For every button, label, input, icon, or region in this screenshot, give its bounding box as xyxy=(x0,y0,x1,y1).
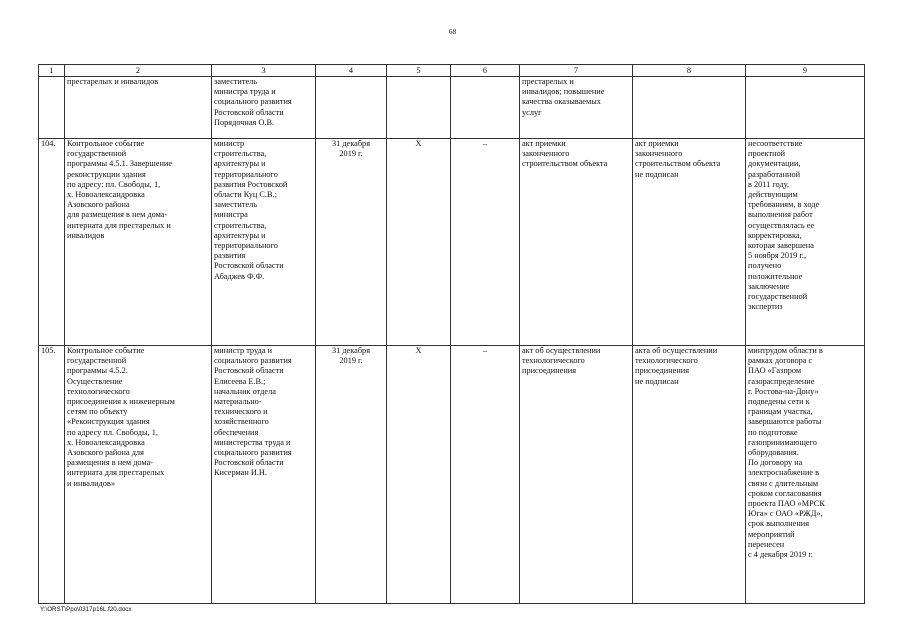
event-cell: престарелых и инвалидов xyxy=(65,77,212,139)
responsible-cell: заместитель министра труда и социального развития Ростовской области Порядочная О.В. xyxy=(212,77,316,139)
responsible-cell: министр строительства, архитектуры и территориального развития Ростовской области Куц С.В.; заместитель министра строительства, архитектуры и территориального развития Ростовской области Абаджев Ф.Ф. xyxy=(212,139,316,346)
header-cell: 7 xyxy=(520,65,633,77)
result-plan-cell: акт об осуществлении технологического присоединения xyxy=(520,346,633,604)
page-number: 68 xyxy=(448,27,457,36)
result-fact-cell: акта об осуществлении технологического присоединения не подписан xyxy=(633,346,746,604)
date-cell: 31 декабря 2019 г. xyxy=(316,346,387,604)
plan-cell: Х xyxy=(387,346,451,604)
header-cell: 6 xyxy=(451,65,520,77)
header-cell: 5 xyxy=(387,65,451,77)
header-row xyxy=(39,65,865,77)
header-cell: 3 xyxy=(212,65,316,77)
header-cell: 1 xyxy=(39,65,65,77)
header-cell: 2 xyxy=(65,65,212,77)
result-fact-cell: акт приемки законченного строительством объекта не подписан xyxy=(633,139,746,346)
responsible-cell: министр труда и социального развития Ростовской области Елисеева Е.В.; начальник отдела материально- технического и хозяйственного обеспечения министерства труда и социального развития Ростовской области Кисерман И.Н. xyxy=(212,346,316,604)
reasons-cell: минтрудом области в рамках договора с ПАО «Газпром газораспределение г. Ростова-на-Дону» подведены сети к границам участка, завершаются работы по подготовке газопринимающего оборудования. По договору на электроснабжение в связи с длительным сроком согласования проекта ПАО «МРСК Юга» с ОАО «РЖД», срок выполнения мероприятий перенесен с 4 декабря 2019 г. xyxy=(746,346,865,604)
fact-cell: – xyxy=(451,346,520,604)
reasons-cell: несоответствие проектной документации, разработанной в 2011 году, действующим требованиям, в ходе выполнения работ осуществлялась ее корректировка, которая завершена 5 ноября 2019 г., получено положительное заключение государственной экспертиз xyxy=(746,139,865,346)
event-cell: Контрольное событие государственной программы 4.5.1. Завершение реконструкции здания по адресу: пл. Свободы, 1, х. Новоалександровка Азовского района для размещения в нем дома- интерната для престарелых и инвалидов xyxy=(65,139,212,346)
plan-cell xyxy=(387,77,451,139)
date-cell: 31 декабря 2019 г. xyxy=(316,139,387,346)
reasons-cell xyxy=(746,77,865,139)
result-fact-cell xyxy=(633,77,746,139)
plan-cell: Х xyxy=(387,139,451,346)
event-cell: Контрольное событие государственной программы 4.5.2. Осуществление технологического присоединения к инженерным сетям по объекту «Реконструкция здания по адресу пл. Свободы, 1, х. Новоалександровка Азовского района для размещения в нем дома- интерната для престарелых и инвалидов» xyxy=(65,346,212,604)
header-cell: 9 xyxy=(746,65,865,77)
table-row xyxy=(39,346,865,604)
fact-cell xyxy=(451,77,520,139)
row-number: 104. xyxy=(39,139,65,346)
fact-cell: – xyxy=(451,139,520,346)
header-cell: 4 xyxy=(316,65,387,77)
header-cell: 8 xyxy=(633,65,746,77)
table-row xyxy=(39,139,865,346)
date-cell xyxy=(316,77,387,139)
table-row xyxy=(39,77,865,139)
row-number: 105. xyxy=(39,346,65,604)
result-plan-cell: акт приемки законченного строительством объекта xyxy=(520,139,633,346)
result-plan-cell: престарелых и инвалидов; повышение качества оказываемых услуг xyxy=(520,77,633,139)
footer-file-path: Y:\ORST\Ppo\0317p16L.f20.docx xyxy=(40,606,132,613)
report-table xyxy=(38,64,865,604)
row-number xyxy=(39,77,65,139)
